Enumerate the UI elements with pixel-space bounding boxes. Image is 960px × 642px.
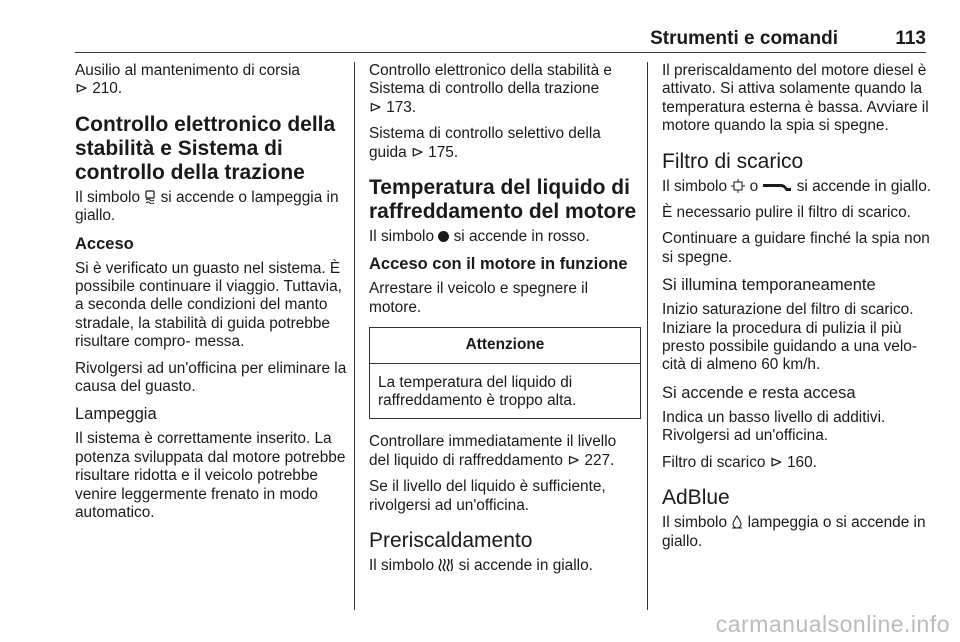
- lampeggia-paragraph: Il sistema è correttamente inserito. La potenza sviluppata dal motore potrebbe risultare ridotta e il veicolo potrebbe venire leggermente frenato in modo automatico.: [75, 430, 346, 522]
- esc-ref-paragraph: Controllo elettronico della stabilità e Sistema di controllo della trazione ⊳ 173.: [369, 62, 612, 116]
- ref-arrow-icon: ⊳: [75, 80, 88, 98]
- column-3: [662, 62, 934, 559]
- ref-arrow-icon: ⊳: [410, 143, 424, 161]
- coolant-heading: Temperatura del liquido di raffreddamento del motore: [369, 176, 637, 224]
- coolant-level-paragraph: Se il livello del liquido è sufficiente, rivolgersi ad un'officina.: [369, 478, 606, 514]
- engine-running-paragraph: Arrestare il veicolo e spegnere il motore.: [369, 280, 588, 316]
- exhaust-filter-paragraph: Il simbolo o si accende in giallo.: [662, 177, 932, 195]
- temporary-heading: Si illumina temporaneamente: [662, 276, 876, 295]
- filter-clean-paragraph: È necessario pulire il filtro di scarico.: [662, 204, 911, 222]
- acceso-paragraph-1: Si è verificato un guasto nel sistema. È possibile continuare il viaggio. Tuttavia, a seconda delle condizioni del manto stradale, la stabilità di guida potrebbe risultare compro- messa.: [75, 259, 342, 351]
- page-ref-link[interactable]: 227.: [584, 451, 615, 469]
- preheat-heading: Preriscaldamento: [369, 529, 533, 553]
- acceso-heading: Acceso: [75, 234, 134, 253]
- page-ref-link[interactable]: 173.: [386, 98, 417, 116]
- exhaust-pipe-icon: [762, 180, 792, 192]
- watermark: carmanualsonline.info: [715, 611, 950, 637]
- adblue-heading: AdBlue: [662, 486, 730, 510]
- column-1: [75, 62, 347, 531]
- check-coolant-paragraph: Controllare immediatamente il livello del liquido di raffreddamento ⊳ 227.: [369, 433, 617, 469]
- esc-paragraph: Il simbolo si accende o lampeggia in giallo.: [75, 188, 339, 225]
- exhaust-filter-icon: [731, 179, 745, 193]
- adblue-icon: [731, 515, 743, 529]
- engine-running-heading: Acceso con il motore in funzione: [369, 255, 628, 274]
- temporary-paragraph: Inizio saturazione del filtro di scarico. Iniziare la procedura di pulizia il più presto possibile guidando a una velo- cità di almeno 60 km/h.: [662, 301, 917, 374]
- column-2: [369, 62, 641, 584]
- warning-title: Attenzione: [370, 328, 640, 363]
- drive-select-paragraph: Sistema di controllo selettivo della guida ⊳ 175.: [369, 125, 601, 161]
- exhaust-filter-heading: Filtro di scarico: [662, 149, 804, 173]
- ref-arrow-icon: ⊳: [567, 451, 581, 469]
- column-divider: [354, 62, 355, 610]
- page-ref-link[interactable]: 175.: [428, 143, 459, 161]
- stays-on-paragraph: Indica un basso livello di additivi. Rivolgersi ad un'officina.: [662, 408, 886, 445]
- acceso-paragraph-2: Rivolgersi ad un'officina per eliminare la causa del guasto.: [75, 359, 347, 396]
- adblue-paragraph: Il simbolo lampeggia o si accende in giallo.: [662, 514, 926, 550]
- coolant-paragraph: Il simbolo si accende in rosso.: [369, 228, 590, 246]
- filter-continue-paragraph: Continuare a guidare finché la spia non si spegne.: [662, 230, 930, 266]
- page-ref-link[interactable]: 210.: [92, 80, 123, 98]
- glow-plug-icon: [438, 558, 454, 572]
- stays-on-heading: Si accende e resta accesa: [662, 383, 856, 402]
- preheat-info-paragraph: Il preriscaldamento del motore diesel è attivato. Si attiva solamente quando la temperatura esterna è bassa. Avviare il motore quando la spia si spegne.: [662, 62, 929, 135]
- lampeggia-heading: Lampeggia: [75, 405, 157, 424]
- preheat-paragraph: Il simbolo si accende in giallo.: [369, 557, 593, 575]
- page-number: 113: [895, 28, 926, 49]
- warning-box: [369, 327, 641, 419]
- esc-skid-icon: [144, 190, 156, 204]
- filter-ref-paragraph: Filtro di scarico ⊳ 160.: [662, 453, 817, 471]
- intro-paragraph: Ausilio al mantenimento di corsia ⊳ 210.: [75, 62, 300, 98]
- page-ref-link[interactable]: 160.: [786, 453, 817, 471]
- column-divider: [647, 62, 648, 610]
- section-title: Strumenti e comandi: [650, 28, 838, 49]
- page-header: [75, 26, 926, 53]
- warning-body: La temperatura del liquido di raffreddamento è troppo alta.: [378, 373, 577, 410]
- esc-heading: Controllo elettronico della stabilità e Sistema di controllo della trazione: [75, 112, 336, 184]
- ref-arrow-icon: ⊳: [369, 98, 382, 116]
- ref-arrow-icon: ⊳: [769, 453, 783, 471]
- coolant-dot-icon: [438, 231, 449, 242]
